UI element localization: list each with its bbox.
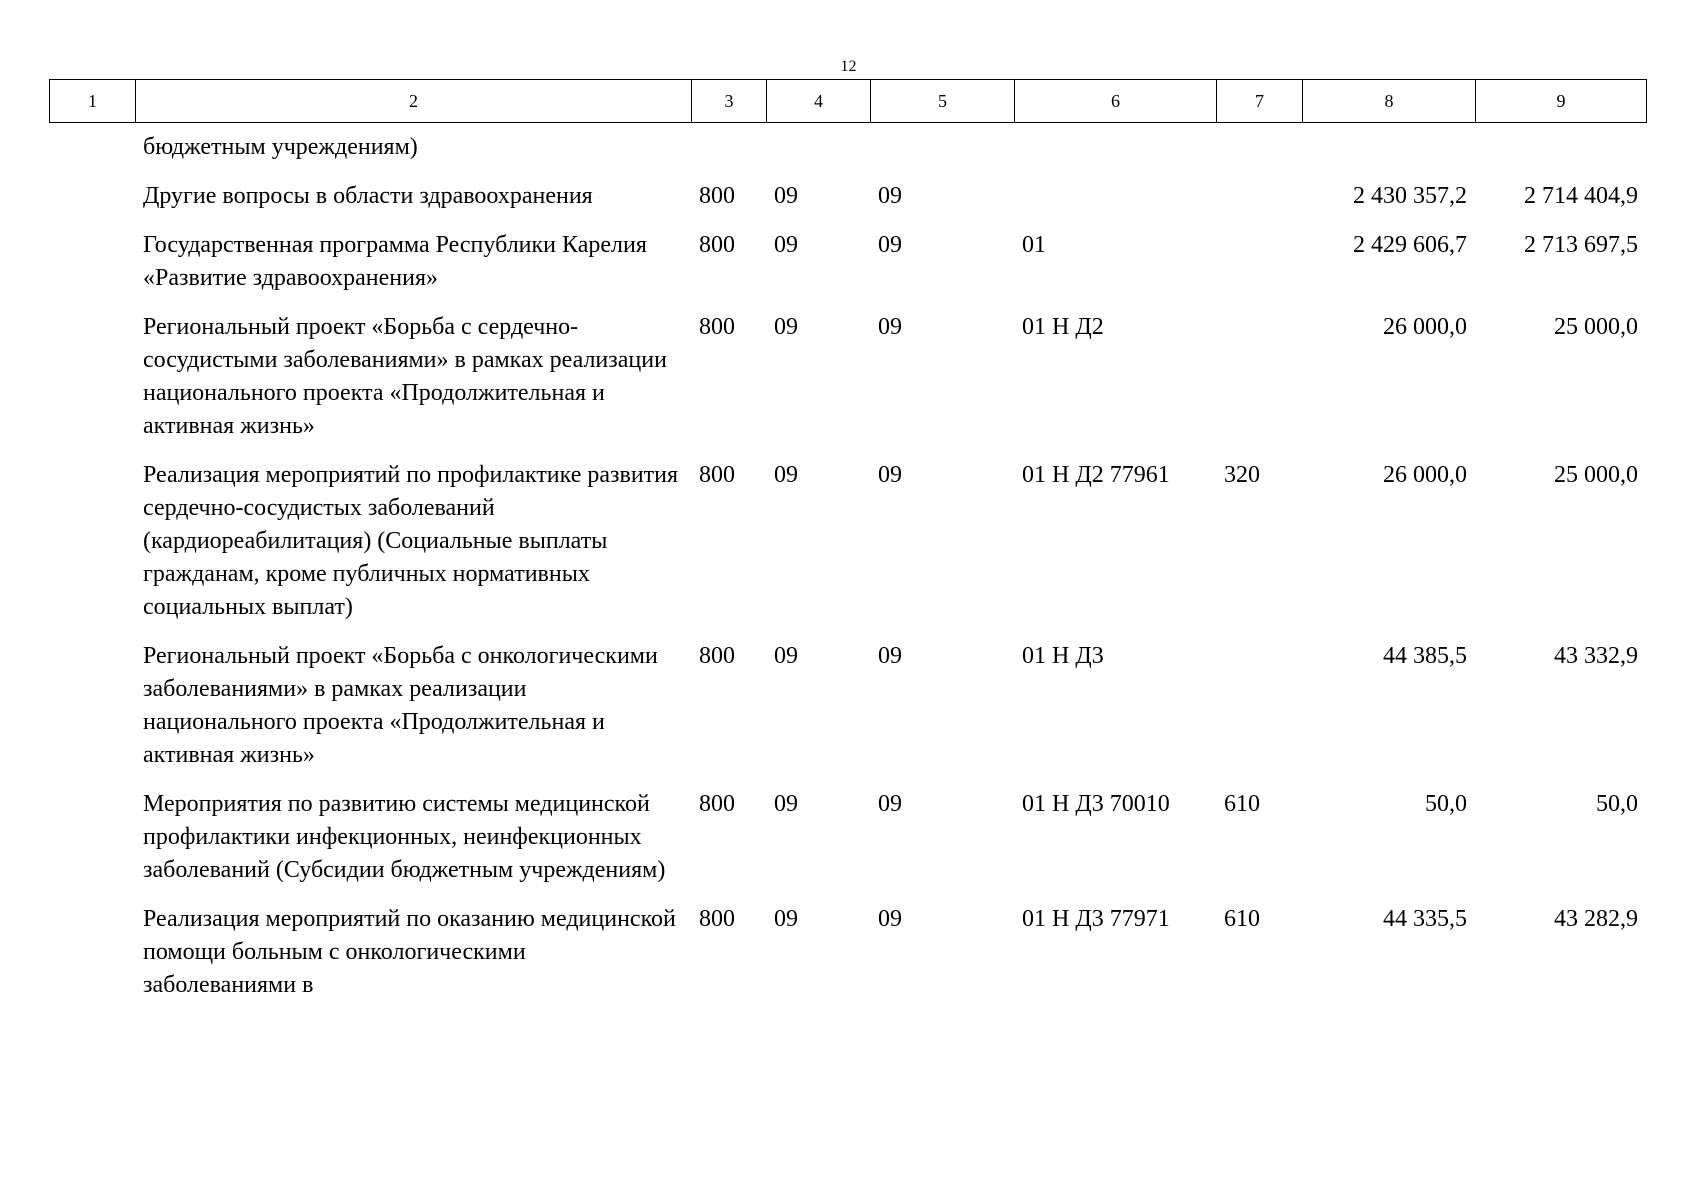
subsection-code-cell: 09 [878,643,902,669]
subsection-code-cell: 09 [878,232,902,258]
table-row [49,640,1646,788]
ministry-code-cell: 800 [699,314,735,340]
amount-year1-cell: 26 000,0 [1383,462,1467,488]
subsection-code-cell: 09 [878,462,902,488]
section-code-cell: 09 [774,791,798,817]
amount-year1-cell: 50,0 [1425,791,1467,817]
row-index-cell [49,180,135,229]
amount-year1-cell: 26 000,0 [1383,314,1467,340]
ministry-code-cell [691,131,766,180]
amount-year1-cell: 2 430 357,2 [1353,183,1467,209]
expense-type-cell [1216,311,1302,459]
amount-year2-cell: 25 000,0 [1554,462,1638,488]
row-name-cell: Государственная программа Республики Карелия «Развитие здравоохранения» [143,232,647,291]
target-article-cell: 01 Н Д3 [1022,643,1104,669]
section-code-cell: 09 [774,462,798,488]
row-index-cell [49,459,135,640]
header-col-5: 5 [871,80,1015,123]
row-index-cell [49,229,135,311]
column-number-header [49,79,1647,123]
row-name-cell: бюджетным учреждениям) [143,134,418,160]
expense-type-cell [1216,229,1302,311]
amount-year2-cell: 2 713 697,5 [1524,232,1638,258]
amount-year2-cell: 50,0 [1596,791,1638,817]
section-code-cell: 09 [774,183,798,209]
header-col-1: 1 [50,80,136,123]
expense-type-cell: 320 [1224,462,1260,488]
expense-type-cell [1216,640,1302,788]
row-name-cell: Реализация мероприятий по оказанию медицинской помощи больным с онкологическими заболеваниями в [143,906,676,998]
subsection-code-cell: 09 [878,183,902,209]
header-row [50,80,1647,123]
row-index-cell [49,311,135,459]
header-col-6: 6 [1015,80,1217,123]
row-index-cell [49,788,135,903]
ministry-code-cell: 800 [699,791,735,817]
header-col-9: 9 [1476,80,1647,123]
expense-type-cell: 610 [1224,906,1260,932]
amount-year2-cell [1475,131,1646,180]
table-row [49,788,1646,903]
ministry-code-cell: 800 [699,643,735,669]
table-row [49,131,1646,180]
table-row [49,459,1646,640]
target-article-cell [1014,180,1216,229]
target-article-cell: 01 [1022,232,1046,258]
amount-year1-cell: 44 335,5 [1383,906,1467,932]
header-col-4: 4 [767,80,871,123]
target-article-cell: 01 Н Д3 70010 [1022,791,1170,817]
row-name-cell: Региональный проект «Борьба с онкологическими заболеваниями» в рамках реализации национального проекта «Продолжительная и активная жизнь» [143,643,658,768]
row-name-cell: Реализация мероприятий по профилактике развития сердечно-сосудистых заболеваний (кардиореабилитация) (Социальные выплаты гражданам, кроме публичных нормативных социальных выплат) [143,462,679,620]
ministry-code-cell: 800 [699,232,735,258]
table-row [49,229,1646,311]
subsection-code-cell: 09 [878,791,902,817]
header-col-8: 8 [1303,80,1476,123]
section-code-cell: 09 [774,643,798,669]
section-code-cell: 09 [774,232,798,258]
header-col-7: 7 [1217,80,1303,123]
section-code-cell: 09 [774,906,798,932]
amount-year1-cell: 2 429 606,7 [1353,232,1467,258]
amount-year2-cell: 25 000,0 [1554,314,1638,340]
table-row [49,311,1646,459]
row-index-cell [49,903,135,1018]
subsection-code-cell: 09 [878,314,902,340]
subsection-code-cell: 09 [878,906,902,932]
row-index-cell [49,131,135,180]
target-article-cell: 01 Н Д2 77961 [1022,462,1170,488]
row-name-cell: Мероприятия по развитию системы медицинской профилактики инфекционных, неинфекционных заболеваний (Субсидии бюджетным учреждениям) [143,791,666,883]
budget-table-body [49,131,1646,1018]
header-col-3: 3 [692,80,767,123]
subsection-code-cell [870,131,1014,180]
ministry-code-cell: 800 [699,462,735,488]
row-name-cell: Региональный проект «Борьба с сердечно-сосудистыми заболеваниями» в рамках реализации национального проекта «Продолжительная и активная жизнь» [143,314,667,439]
expense-type-cell [1216,131,1302,180]
target-article-cell: 01 Н Д2 [1022,314,1104,340]
row-index-cell [49,640,135,788]
header-col-2: 2 [136,80,692,123]
expense-type-cell [1216,180,1302,229]
section-code-cell: 09 [774,314,798,340]
table-row [49,180,1646,229]
target-article-cell: 01 Н Д3 77971 [1022,906,1170,932]
amount-year1-cell: 44 385,5 [1383,643,1467,669]
section-code-cell [766,131,870,180]
expense-type-cell: 610 [1224,791,1260,817]
amount-year2-cell: 43 282,9 [1554,906,1638,932]
target-article-cell [1014,131,1216,180]
ministry-code-cell: 800 [699,906,735,932]
amount-year2-cell: 43 332,9 [1554,643,1638,669]
page-number: 12 [840,58,857,75]
row-name-cell: Другие вопросы в области здравоохранения [143,183,593,209]
amount-year1-cell [1302,131,1475,180]
table-row [49,903,1646,1018]
budget-table [49,131,1646,1018]
ministry-code-cell: 800 [699,183,735,209]
amount-year2-cell: 2 714 404,9 [1524,183,1638,209]
